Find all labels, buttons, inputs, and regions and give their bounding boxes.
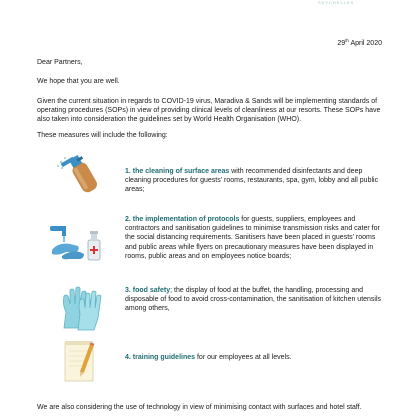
- notepad-icon: [62, 337, 100, 385]
- hand-washing-icon: [48, 218, 108, 270]
- header-mark: SEYCHELLES: [318, 0, 355, 5]
- measure-item-protocols: 2. the implementation of protocols for guests, suppliers, employees and contractors and sanitisation guidelines to minimise transmission risks and cater for the social distancing requirements. Sanitisers have been placed in guests' rooms and public areas while flyers on precautionary measures have been displayed in rooms, public areas and on employees notice boards;: [125, 216, 380, 260]
- letter-date: 29th April 2020: [337, 38, 382, 47]
- intro-line: We hope that you are well.: [37, 78, 120, 85]
- greeting: Dear Partners,: [37, 59, 83, 66]
- spray-bottle-icon: [55, 150, 107, 200]
- gloves-icon: [58, 282, 104, 332]
- intro-paragraph: Given the current situation in regards to COVID-19 virus, Maradiva & Sands will be implementing standards of operating procedures (SOPs) in view of providing clinical levels of cleanliness at our resorts. These SOPs have also taken into consideration the guidelines set by World Health Organisation (WHO).: [37, 98, 381, 124]
- measure-item-food-safety: 3. food safety; the display of food at the buffet, the handling, processing and disposable of food to avoid cross-contamination, the sanitisation of kitchen utensils among others,: [125, 287, 382, 313]
- closing-paragraph: We are also considering the use of technology in view of minimising contact with surfaces and hotel staff.: [37, 404, 362, 411]
- measure-item-training: 4. training guidelines for our employees at all levels.: [125, 354, 292, 361]
- measures-intro: These measures will include the following:: [37, 132, 168, 139]
- measure-item-surface-cleaning: 1. the cleaning of surface areas with recommended disinfectants and deep cleaning procedures for guests' rooms, restaurants, spa, gym, lobby and all public areas;: [125, 168, 379, 194]
